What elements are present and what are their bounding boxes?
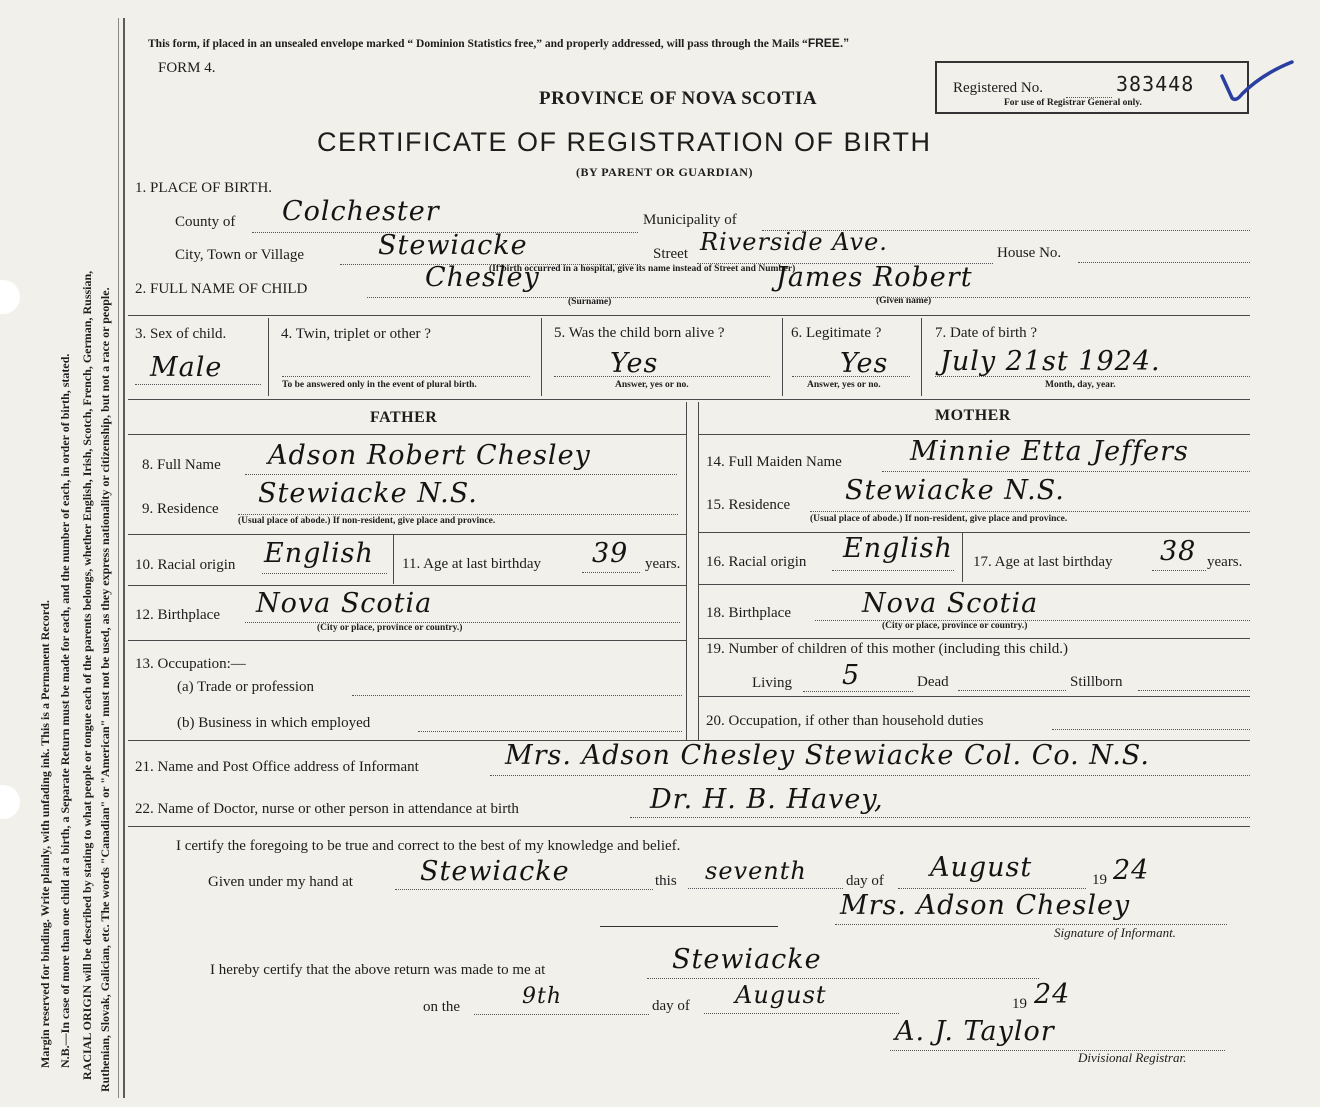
twin-label: 4. Twin, triplet or other ?: [281, 326, 431, 342]
father-residence-dots: [238, 514, 678, 515]
form-number: FORM 4.: [158, 60, 216, 76]
father-name-value: Adson Robert Chesley: [268, 440, 591, 471]
city-value: Stewiacke: [378, 230, 528, 261]
mother-name-value: Minnie Etta Jeffers: [910, 436, 1189, 467]
father-rule-2: [128, 585, 686, 586]
father-heading: FATHER: [370, 409, 438, 426]
father-age-value: 39: [592, 538, 629, 569]
certify-month-value: August: [930, 852, 1033, 883]
father-race-value: English: [264, 538, 374, 569]
father-rule-1: [128, 534, 686, 535]
margin-binding-note: Margin reserved for binding. Write plainly, with unfading ink. This is a Permanent Record.: [38, 600, 52, 1068]
doctor-dots: [630, 817, 1250, 818]
registered-label: Registered No.: [953, 80, 1043, 96]
mother-residence-label: 15. Residence: [706, 497, 791, 513]
mother-birthplace-dots: [815, 620, 1250, 621]
child-name-label: 2. FULL NAME OF CHILD: [135, 281, 308, 297]
mother-rule-3: [699, 638, 1250, 639]
registrar-signature: A. J. Taylor: [895, 1016, 1055, 1047]
certify-year-prefix: 19: [1092, 872, 1107, 888]
parents-divider-right: [698, 402, 699, 740]
county-label: County of: [175, 214, 236, 230]
this-day-dots: [688, 888, 843, 889]
mother-age-value: 38: [1160, 536, 1197, 567]
registered-number: 383448: [1116, 72, 1195, 96]
given-place-dots: [395, 889, 653, 890]
mother-living-value: 5: [842, 660, 861, 691]
county-value: Colchester: [282, 196, 440, 227]
mother-residence-dots: [810, 511, 1250, 512]
father-trade-dots: [352, 695, 682, 696]
certificate-title: CERTIFICATE OF REGISTRATION OF BIRTH: [317, 127, 932, 157]
municipality-label: Municipality of: [643, 212, 737, 228]
sex-label: 3. Sex of child.: [135, 326, 227, 342]
informant-dots: [490, 775, 1250, 776]
dob-label: 7. Date of birth ?: [935, 325, 1038, 341]
father-race-dots: [262, 573, 387, 574]
postage-notice: [148, 36, 849, 50]
father-heading-rule: [128, 434, 686, 435]
legitimate-label: 6. Legitimate ?: [791, 325, 882, 341]
father-years-label: years.: [645, 556, 681, 572]
doctor-value: Dr. H. B. Havey,: [650, 784, 884, 815]
informant-signature: Mrs. Adson Chesley: [840, 890, 1131, 921]
margin-racial-note-2: Ruthenian, Slovak, Galician, etc. The words "Canadian" or "American" must not be used, as they express nationality or citizenship, but not a race or people.: [98, 287, 112, 1092]
given-place-value: Stewiacke: [420, 856, 570, 887]
alive-dots: [554, 376, 770, 377]
binding-rule-heavy: [123, 18, 125, 1098]
certify-year-value: 24: [1113, 855, 1150, 886]
registrar-day-of-label: day of: [652, 998, 690, 1014]
dob-caption: Month, day, year.: [1045, 380, 1116, 390]
father-birthplace-label: 12. Birthplace: [135, 607, 220, 623]
mother-children-label: 19. Number of children of this mother (including this child.): [706, 641, 1069, 657]
margin-racial-note: RACIAL ORIGIN will be described by stating to what people or tongue each of the parents belongs, whether English, Irish, Scotch, French, German, Russian,: [80, 270, 94, 1080]
mother-birthplace-value: Nova Scotia: [862, 588, 1039, 619]
punch-hole-bottom: [0, 785, 20, 819]
this-label: this: [655, 873, 677, 889]
dob-dots: [935, 376, 1250, 377]
father-occupation-label: 13. Occupation:—: [135, 656, 246, 672]
date-underline: [600, 926, 778, 927]
mother-name-dots: [882, 471, 1250, 472]
mother-residence-caption: (Usual place of abode.) If non-resident, give place and province.: [810, 514, 1068, 524]
child-surname: Chesley: [425, 262, 540, 293]
father-residence-label: 9. Residence: [142, 501, 219, 517]
mother-race-label: 16. Racial origin: [706, 554, 807, 570]
child-name-dots: [367, 297, 1250, 298]
rule-after-row3: [128, 399, 1250, 400]
doctor-label: 22. Name of Doctor, nurse or other person in attendance at birth: [135, 801, 519, 817]
registrar-on-the-label: on the: [423, 999, 461, 1015]
father-business-dots: [418, 731, 682, 732]
surname-caption: (Surname): [568, 297, 612, 307]
informant-label: 21. Name and Post Office address of Informant: [135, 759, 419, 775]
registrar-year-value: 24: [1034, 979, 1071, 1010]
divider-6-7: [921, 318, 922, 396]
certify-day-value: seventh: [705, 857, 807, 885]
checkmark-icon: [1218, 58, 1298, 108]
province-title: PROVINCE OF NOVA SCOTIA: [539, 88, 818, 109]
divider-3-4: [268, 318, 269, 396]
certificate-subtitle: (BY PARENT OR GUARDIAN): [576, 165, 753, 179]
registrar-place-dots: [647, 978, 1039, 979]
twin-note: To be answered only in the event of plural birth.: [282, 380, 477, 390]
father-business-label: (b) Business in which employed: [177, 715, 371, 731]
dob-value: July 21st 1924.: [940, 346, 1161, 377]
mother-heading: MOTHER: [935, 407, 1011, 424]
father-age-dots: [582, 572, 640, 573]
registrar-day-value: 9th: [522, 984, 563, 1009]
legitimate-caption: Answer, yes or no.: [807, 380, 881, 390]
registrar-statement: I hereby certify that the above return was made to me at: [210, 962, 546, 978]
rule-before-certify: [128, 826, 1250, 827]
registrar-place-value: Stewiacke: [672, 944, 822, 975]
child-given-name: James Robert: [776, 262, 973, 293]
place-of-birth-heading: 1. PLACE OF BIRTH.: [135, 180, 273, 196]
father-birthplace-dots: [245, 622, 680, 623]
house-label: House No.: [997, 245, 1062, 261]
divider-5-6: [782, 318, 783, 396]
mother-rule-1: [699, 532, 1250, 533]
mother-age-dots: [1152, 570, 1206, 571]
mother-birthplace-label: 18. Birthplace: [706, 605, 791, 621]
mother-occupation-dots: [1052, 729, 1250, 730]
mother-race-dots: [832, 570, 954, 571]
rule-after-name: [128, 315, 1250, 316]
mother-rule-4: [699, 696, 1250, 697]
binding-rule: [118, 18, 119, 1098]
alive-label: 5. Was the child born alive ?: [554, 325, 725, 341]
mother-occupation-label: 20. Occupation, if other than household duties: [706, 713, 984, 729]
registrar-year-prefix: 19: [1012, 996, 1027, 1012]
registrar-day-dots: [474, 1014, 649, 1015]
house-dots: [1078, 262, 1250, 263]
city-label: City, Town or Village: [175, 247, 305, 263]
father-name-dots: [245, 474, 677, 475]
divider-4-5: [541, 318, 542, 396]
alive-value: Yes: [610, 348, 659, 379]
father-birthplace-value: Nova Scotia: [256, 588, 433, 619]
mother-heading-rule: [699, 434, 1250, 435]
hospital-note: (If birth occurred in a hospital, give its name instead of Street and Number): [489, 264, 796, 274]
mother-age-label: 17. Age at last birthday: [973, 554, 1113, 570]
street-value: Riverside Ave.: [700, 228, 888, 256]
registrar-signature-caption: Divisional Registrar.: [1078, 1050, 1187, 1065]
legitimate-dots: [792, 376, 910, 377]
certify-day-of-label: day of: [846, 873, 884, 889]
certify-month-dots: [898, 888, 1086, 889]
mother-years-label: years.: [1207, 554, 1243, 570]
mother-race-value: English: [843, 533, 953, 564]
father-rule-3: [128, 640, 686, 641]
mother-living-dots: [803, 691, 913, 692]
twin-dots: [282, 376, 530, 377]
postage-free: FREE.”: [807, 36, 850, 50]
certify-statement: I certify the foregoing to be true and correct to the best of my knowledge and belief.: [176, 838, 681, 854]
father-race-label: 10. Racial origin: [135, 557, 236, 573]
father-age-label: 11. Age at last birthday: [402, 556, 541, 572]
punch-hole-top: [0, 280, 20, 314]
mother-birthplace-caption: (City or place, province or country.): [882, 621, 1028, 631]
mother-rule-2: [699, 584, 1250, 585]
registrar-month-dots: [704, 1013, 899, 1014]
registrar-use-note: For use of Registrar General only.: [1004, 98, 1142, 108]
sex-dots: [135, 384, 261, 385]
father-race-divider: [393, 534, 394, 584]
mother-race-divider: [962, 532, 963, 582]
informant-value: Mrs. Adson Chesley Stewiacke Col. Co. N.S.: [505, 740, 1150, 771]
mother-living-label: Living: [752, 675, 792, 691]
father-name-label: 8. Full Name: [142, 457, 221, 473]
father-residence-caption: (Usual place of abode.) If non-resident, give place and province.: [238, 516, 496, 526]
parents-divider-left: [686, 402, 687, 740]
registrar-month-value: August: [735, 981, 827, 1009]
mother-stillborn-dots: [1138, 690, 1250, 691]
mother-dead-label: Dead: [917, 674, 949, 690]
father-trade-label: (a) Trade or profession: [177, 679, 315, 695]
sex-value: Male: [150, 352, 223, 383]
father-birthplace-caption: (City or place, province or country.): [317, 623, 463, 633]
informant-signature-caption: Signature of Informant.: [1054, 925, 1176, 940]
father-residence-value: Stewiacke N.S.: [258, 478, 478, 509]
postage-notice-text: This form, if placed in an unsealed envelope marked “ Dominion Statistics free,” and properly addressed, will pass through the Mails “: [148, 38, 808, 50]
mother-stillborn-label: Stillborn: [1070, 674, 1123, 690]
mother-dead-dots: [958, 690, 1066, 691]
given-under-label: Given under my hand at: [208, 874, 353, 890]
alive-caption: Answer, yes or no.: [615, 380, 689, 390]
margin-nb-note: N.B.—In case of more than one child at a birth, a Separate Return must be made for each, and the number of each, in order of birth, stated.: [58, 353, 72, 1068]
given-name-caption: (Given name): [876, 296, 932, 306]
legitimate-value: Yes: [840, 348, 889, 379]
street-label: Street: [653, 246, 688, 262]
mother-name-label: 14. Full Maiden Name: [706, 454, 842, 470]
mother-residence-value: Stewiacke N.S.: [845, 475, 1065, 506]
